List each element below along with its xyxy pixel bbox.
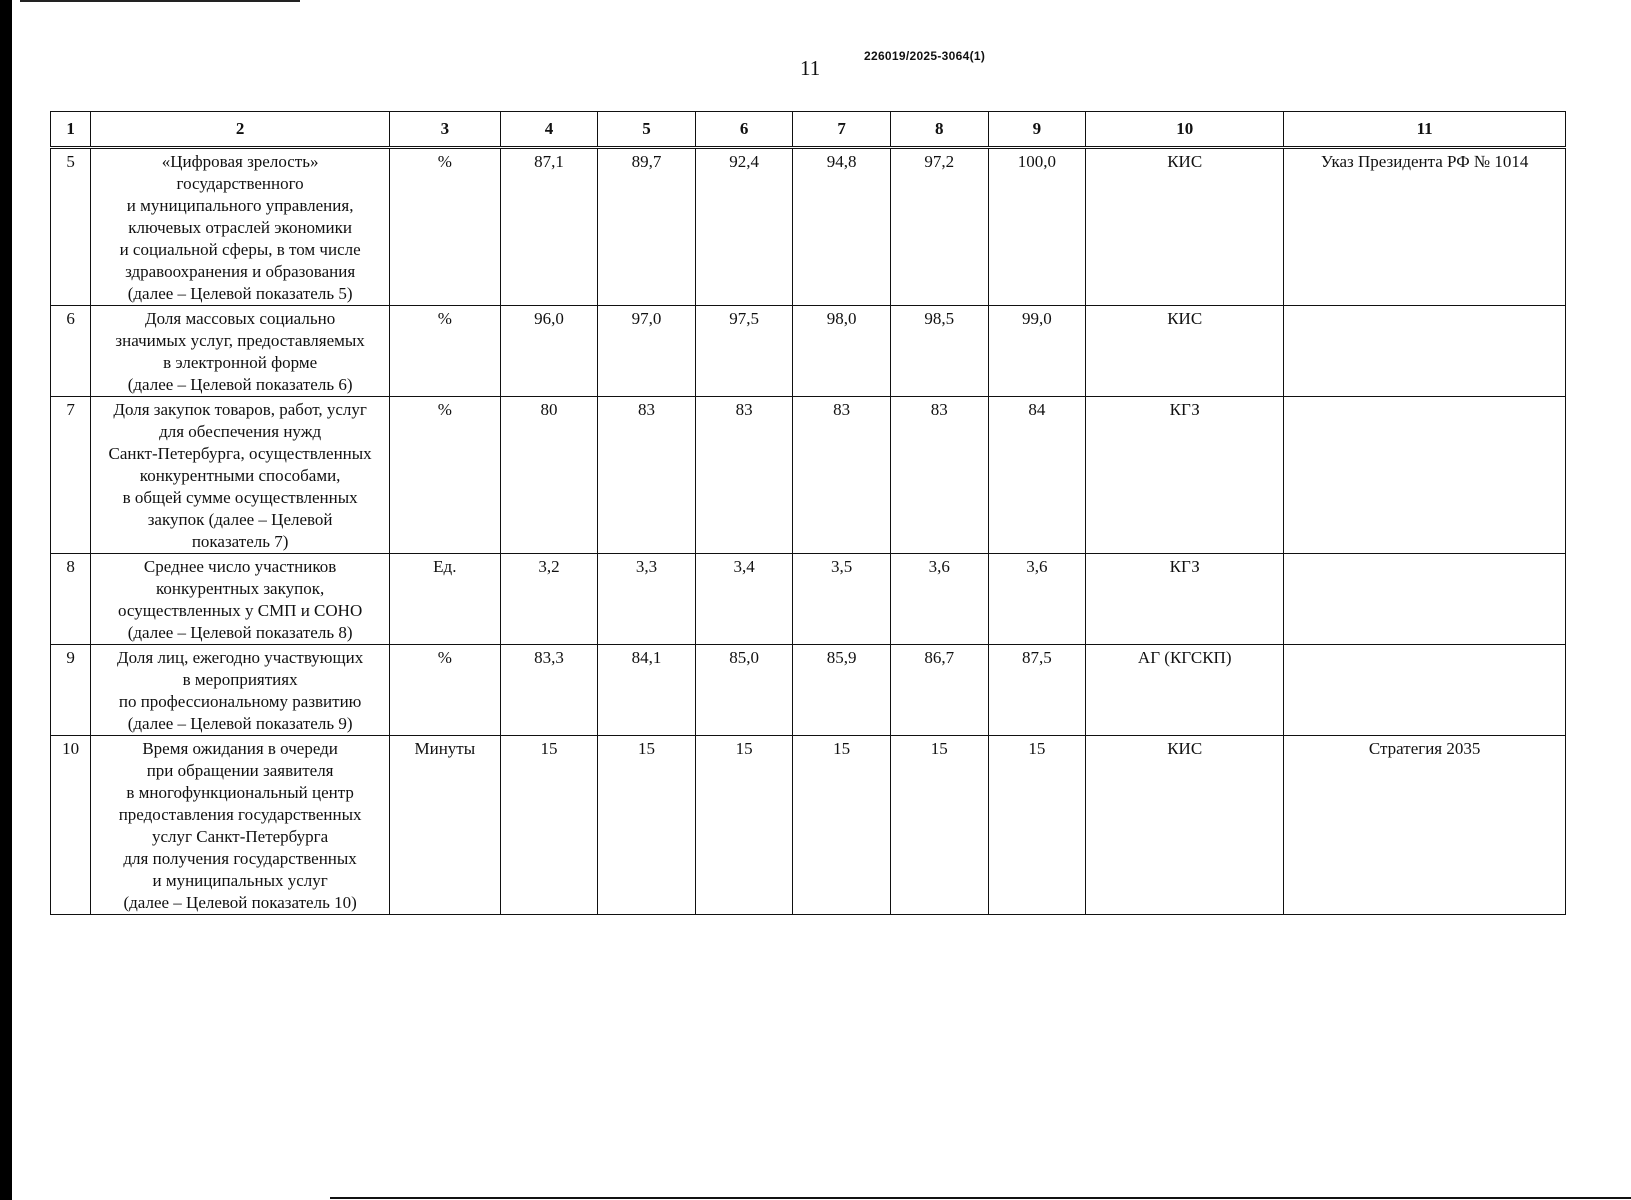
column-header-4: 4 <box>500 112 598 148</box>
value-cell: 89,7 <box>598 148 696 306</box>
row-number: 9 <box>51 645 91 736</box>
value-cell: 96,0 <box>500 306 598 397</box>
table-header <box>51 112 1566 148</box>
value-cell: 87,1 <box>500 148 598 306</box>
scan-border <box>0 0 12 1200</box>
indicator-name-line: при обращении заявителя <box>146 761 334 780</box>
row-number: 7 <box>51 397 91 554</box>
column-header-1: 1 <box>51 112 91 148</box>
value-cell: 97,5 <box>695 306 793 397</box>
value-cell: 83 <box>793 397 891 554</box>
header-row <box>51 112 1566 148</box>
indicator-name-line: в многофункциональный центр <box>126 783 354 802</box>
table-row <box>51 148 1566 306</box>
column-header-10: 10 <box>1086 112 1284 148</box>
responsible-cell: КГЗ <box>1086 397 1284 554</box>
responsible-cell: АГ (КГСКП) <box>1086 645 1284 736</box>
unit-cell: % <box>390 645 501 736</box>
unit-cell: Минуты <box>390 736 501 915</box>
indicator-name-line: закупок (далее – Целевой <box>147 510 333 529</box>
source-cell <box>1284 397 1566 554</box>
source-cell <box>1284 645 1566 736</box>
value-cell: 83 <box>695 397 793 554</box>
responsible-cell: КГЗ <box>1086 554 1284 645</box>
unit-cell: % <box>390 306 501 397</box>
indicator-name-line: здравоохранения и образования <box>125 262 356 281</box>
column-header-9: 9 <box>988 112 1086 148</box>
column-header-7: 7 <box>793 112 891 148</box>
page-number: 11 <box>800 56 821 80</box>
table-row <box>51 306 1566 397</box>
indicator-name-line: (далее – Целевой показатель 8) <box>127 623 353 642</box>
value-cell: 3,6 <box>890 554 988 645</box>
value-cell: 87,5 <box>988 645 1086 736</box>
value-cell: 100,0 <box>988 148 1086 306</box>
indicator-name-line: (далее – Целевой показатель 10) <box>123 893 357 912</box>
indicator-name-line: по профессиональному развитию <box>118 692 362 711</box>
indicator-name <box>91 645 390 736</box>
indicator-name-line: в общей сумме осуществленных <box>122 488 358 507</box>
value-cell: 85,0 <box>695 645 793 736</box>
bottom-rule <box>330 1197 1631 1199</box>
indicator-name-line: (далее – Целевой показатель 6) <box>127 375 353 394</box>
table-row <box>51 554 1566 645</box>
indicator-name <box>91 148 390 306</box>
indicator-name-line: показатель 7) <box>191 532 289 551</box>
value-cell: 86,7 <box>890 645 988 736</box>
indicator-name-line: для обеспечения нужд <box>159 422 322 441</box>
column-header-11: 11 <box>1284 112 1566 148</box>
value-cell: 15 <box>988 736 1086 915</box>
indicator-name-line: «Цифровая зрелость» <box>161 152 319 171</box>
value-cell: 15 <box>598 736 696 915</box>
row-number: 8 <box>51 554 91 645</box>
indicator-name-line: в мероприятиях <box>182 670 298 689</box>
indicator-name-line: (далее – Целевой показатель 9) <box>127 714 353 733</box>
document-code: 226019/2025-3064(1) <box>864 49 986 63</box>
value-cell: 15 <box>890 736 988 915</box>
responsible-cell: КИС <box>1086 306 1284 397</box>
table-row <box>51 397 1566 554</box>
value-cell: 83,3 <box>500 645 598 736</box>
indicator-name-line: конкурентными способами, <box>139 466 341 485</box>
indicator-name-line: Доля лиц, ежегодно участвующих <box>117 648 364 667</box>
column-header-2: 2 <box>91 112 390 148</box>
unit-cell: Ед. <box>390 554 501 645</box>
value-cell: 80 <box>500 397 598 554</box>
column-header-6: 6 <box>695 112 793 148</box>
value-cell: 97,0 <box>598 306 696 397</box>
indicator-name-line: осуществленных у СМП и СОНО <box>118 601 363 620</box>
value-cell: 3,5 <box>793 554 891 645</box>
table-row <box>51 645 1566 736</box>
indicator-name-line: Время ожидания в очереди <box>142 739 338 758</box>
indicator-name <box>91 736 390 915</box>
indicator-name <box>91 554 390 645</box>
column-header-5: 5 <box>598 112 696 148</box>
value-cell: 3,4 <box>695 554 793 645</box>
value-cell: 3,6 <box>988 554 1086 645</box>
indicator-name-line: Санкт-Петербурга, осуществленных <box>108 444 372 463</box>
indicator-name-line: предоставления государственных <box>118 805 362 824</box>
source-cell <box>1284 554 1566 645</box>
value-cell: 92,4 <box>695 148 793 306</box>
table-row <box>51 736 1566 915</box>
value-cell: 98,0 <box>793 306 891 397</box>
indicator-name <box>91 397 390 554</box>
indicator-name-line: Доля массовых социально <box>145 309 336 328</box>
indicator-name-line: государственного <box>176 174 304 193</box>
value-cell: 3,2 <box>500 554 598 645</box>
value-cell: 97,2 <box>890 148 988 306</box>
value-cell: 94,8 <box>793 148 891 306</box>
indicator-name-line: услуг Санкт-Петербурга <box>152 827 329 846</box>
value-cell: 85,9 <box>793 645 891 736</box>
value-cell: 15 <box>500 736 598 915</box>
table-body <box>51 148 1566 915</box>
indicator-name-line: Доля закупок товаров, работ, услуг <box>113 400 367 419</box>
row-number: 10 <box>51 736 91 915</box>
value-cell: 98,5 <box>890 306 988 397</box>
value-cell: 99,0 <box>988 306 1086 397</box>
source-cell: Стратегия 2035 <box>1284 736 1566 915</box>
indicator-name-line: (далее – Целевой показатель 5) <box>127 284 353 303</box>
top-rule <box>20 0 300 2</box>
indicator-name-line: и социальной сферы, в том числе <box>119 240 361 259</box>
unit-cell: % <box>390 148 501 306</box>
value-cell: 3,3 <box>598 554 696 645</box>
indicator-name-line: ключевых отраслей экономики <box>128 218 352 237</box>
value-cell: 15 <box>793 736 891 915</box>
value-cell: 84 <box>988 397 1086 554</box>
indicator-name-line: и муниципальных услуг <box>152 871 328 890</box>
indicator-name-line: в электронной форме <box>163 353 318 372</box>
indicator-name-line: конкурентных закупок, <box>155 579 325 598</box>
responsible-cell: КИС <box>1086 148 1284 306</box>
column-header-8: 8 <box>890 112 988 148</box>
responsible-cell: КИС <box>1086 736 1284 915</box>
source-cell <box>1284 306 1566 397</box>
row-number: 6 <box>51 306 91 397</box>
source-cell: Указ Президента РФ № 1014 <box>1284 148 1566 306</box>
column-header-3: 3 <box>390 112 501 148</box>
indicator-name-line: для получения государственных <box>123 849 357 868</box>
indicator-name <box>91 306 390 397</box>
indicator-name-line: значимых услуг, предоставляемых <box>115 331 365 350</box>
indicators-table <box>50 111 1566 915</box>
value-cell: 83 <box>598 397 696 554</box>
value-cell: 84,1 <box>598 645 696 736</box>
indicator-name-line: Среднее число участников <box>143 557 337 576</box>
unit-cell: % <box>390 397 501 554</box>
value-cell: 15 <box>695 736 793 915</box>
indicator-name-line: и муниципального управления, <box>126 196 354 215</box>
row-number: 5 <box>51 148 91 306</box>
value-cell: 83 <box>890 397 988 554</box>
